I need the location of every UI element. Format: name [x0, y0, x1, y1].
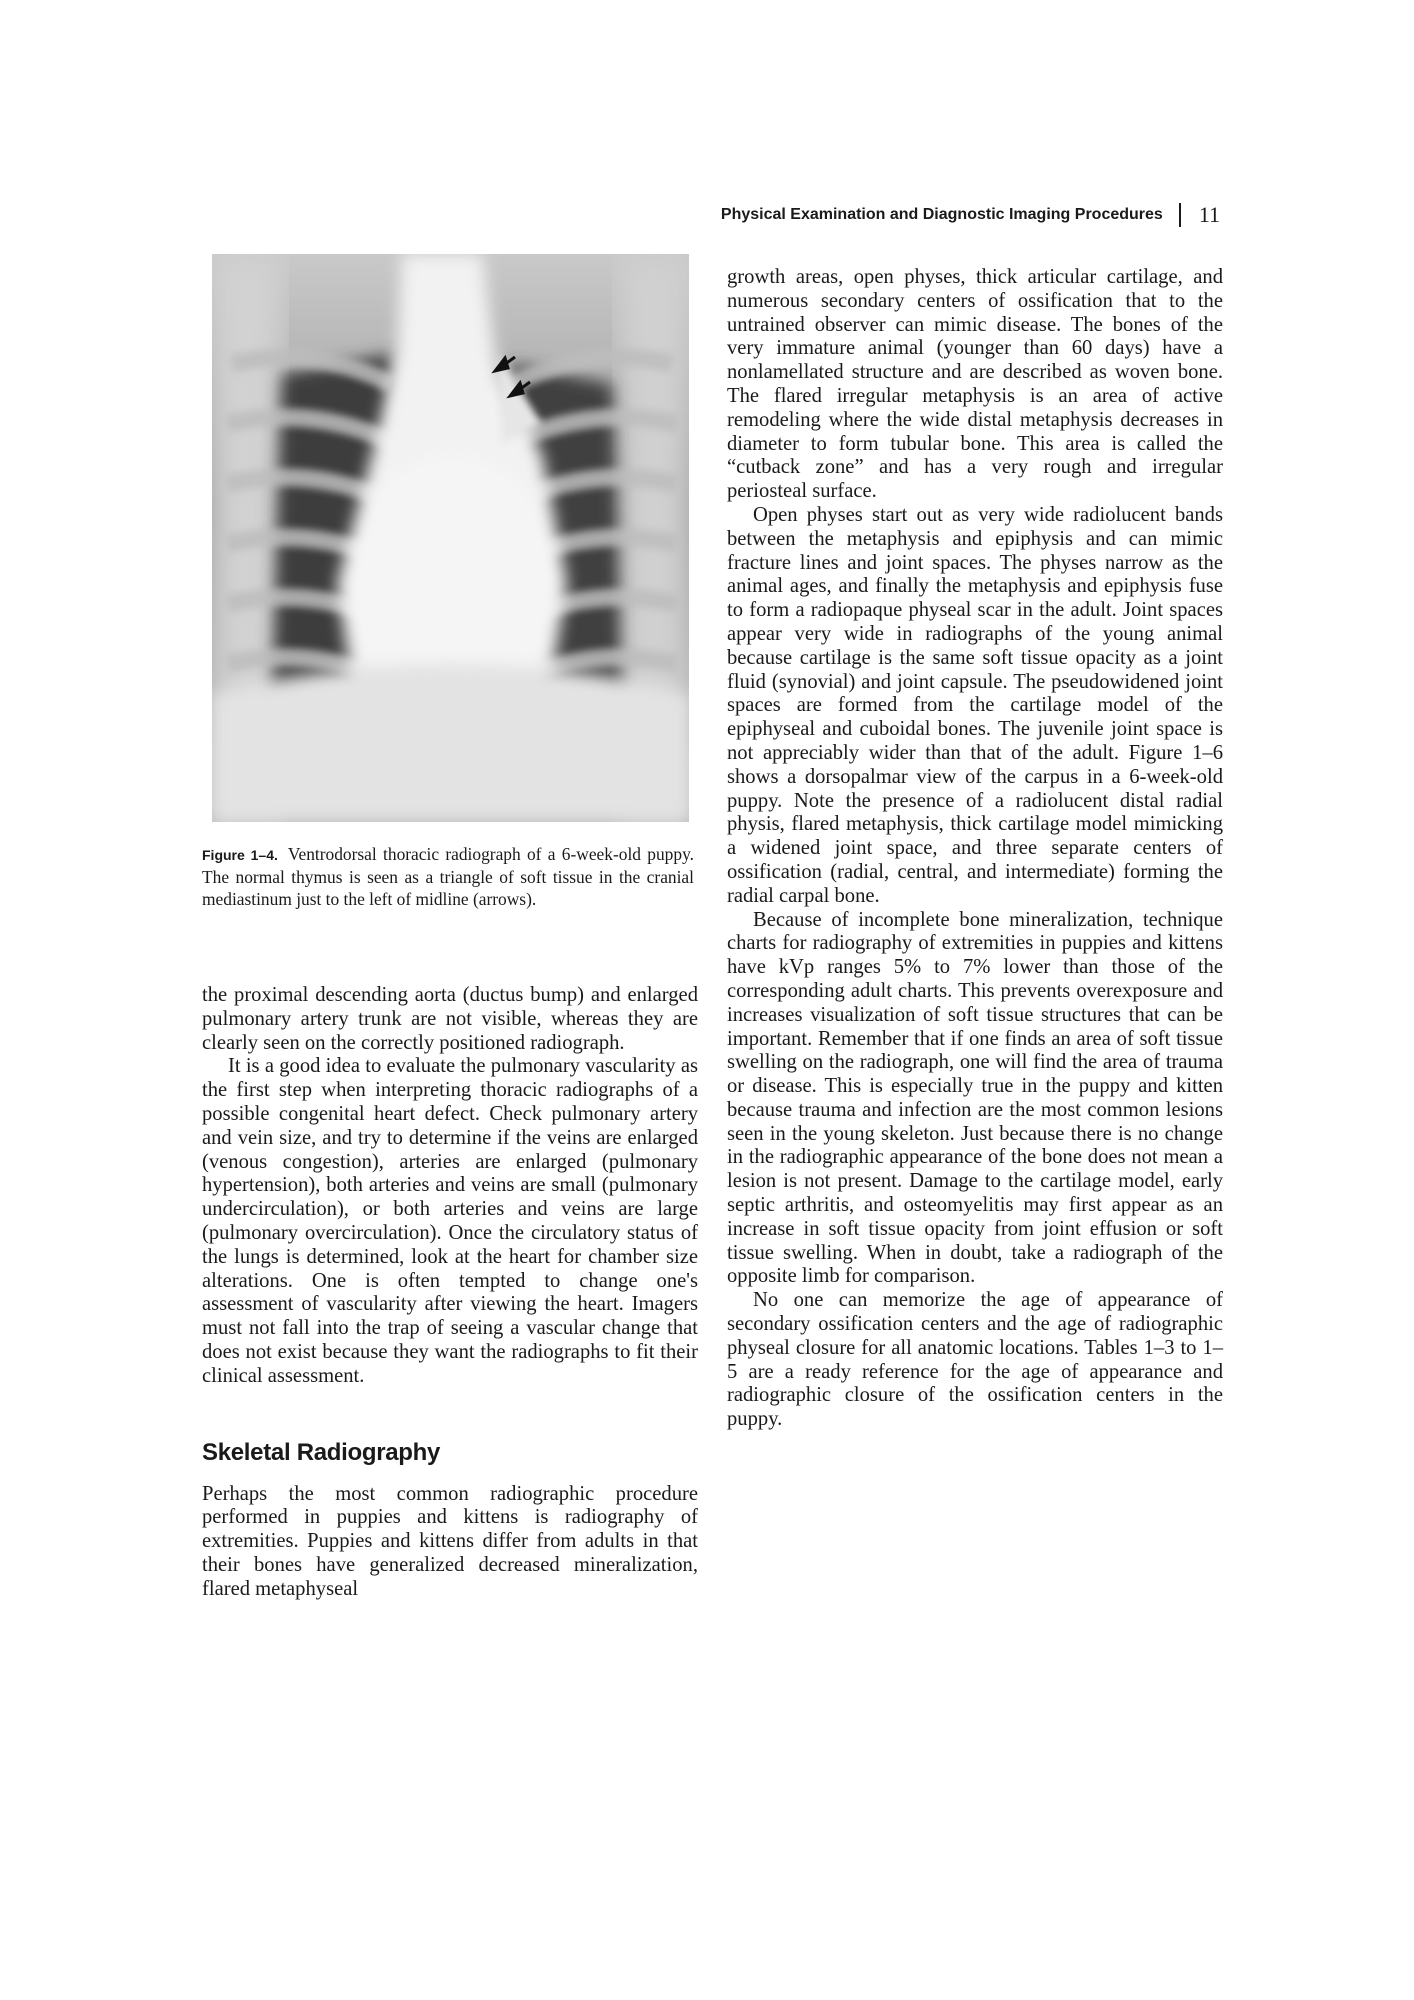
running-head — [690, 202, 1220, 228]
running-head-title: Physical Examination and Diagnostic Imaging Procedures — [720, 206, 1163, 223]
body-paragraph: the proximal descending aorta (ductus bump) and enlarged pulmonary artery trunk are not visible, whereas they are clearly seen on the correctly positioned radiograph. — [202, 984, 698, 1054]
body-paragraph: Perhaps the most common radiographic procedure performed in puppies and kittens is radiography of extremities. Puppies and kittens differ from adults in that their bones have generalized decreased mineralization, flared metaphyseal — [202, 1482, 698, 1600]
radiograph-figure — [212, 254, 689, 822]
body-paragraph: growth areas, open physes, thick articular cartilage, and numerous secondary centers of ossification that to the untrained observer can mimic disease. The bones of the very immature animal (younger than 60 days) have a nonlamellated structure and are described as woven bone. The flared irregular metaphysis is an area of active remodeling where the wide distal metaphysis decreases in diameter to form tubular bone. This area is called the “cutback zone” and has a very rough and irregular periosteal surface. — [727, 266, 1223, 503]
figure-caption — [202, 843, 694, 910]
body-paragraph: No one can memorize the age of appearance of secondary ossification centers and the age of radiographic physeal closure for all anatomic locations. Tables 1–3 to 1–5 are a ready reference for the age of appearance and radiographic closure of the ossification centers in the puppy. — [727, 1289, 1223, 1431]
figure-caption-text: Ventrodorsal thoracic radiograph of a 6-week-old puppy. The normal thymus is seen as a triangle of soft tissue in the cranial mediastinum just to the left of midline (arrows). — [202, 844, 694, 909]
page-number: 11 — [1198, 202, 1220, 227]
body-paragraph: Open physes start out as very wide radiolucent bands between the metaphysis and epiphysis and can mimic fracture lines and joint spaces. The physes narrow as the animal ages, and finally the metaphysis and epiphysis fuse to form a radiopaque physeal scar in the adult. Joint spaces appear very wide in radiographs of the young animal because cartilage is the same soft tissue opacity as a joint fluid (synovial) and joint capsule. The pseudowidened joint spaces are formed from the cartilage model of the epiphyseal and cuboidal bones. The juvenile joint space is not appreciably wider than that of the adult. Figure 1–6 shows a dorsopalmar view of the carpus in a 6-week-old puppy. Note the presence of a radiolucent distal radial physis, flared metaphysis, thick cartilage model mimicking a widened joint space, and three separate centers of ossification (radial, central, and intermediate) forming the radial carpal bone. — [727, 503, 1223, 907]
body-paragraph: Because of incomplete bone mineralization, technique charts for radiography of extremities in puppies and kittens have kVp ranges 5% to 7% lower than those of the corresponding adult charts. This prevents overexposure and increases visualization of soft tissue structures that can be important. Remember that if one finds an area of soft tissue swelling on the radiograph, one will find the area of trauma or disease. This is especially true in the puppy and kitten because trauma and infection are the most common lesions seen in the young skeleton. Just because there is no change in the radiographic appearance of the bone does not mean a lesion is not present. Damage to the cartilage model, early septic arthritis, and osteomyelitis may first appear as an increase in soft tissue opacity from joint effusion or soft tissue swelling. When in doubt, take a radiograph of the opposite limb for comparison. — [727, 908, 1223, 1288]
section-heading: Skeletal Radiography — [202, 1438, 441, 1466]
right-column — [727, 266, 1223, 1432]
running-head-divider — [1179, 203, 1181, 227]
radiograph-image — [212, 254, 689, 822]
left-column — [202, 984, 698, 1602]
figure-label: Figure 1–4. — [202, 847, 278, 863]
body-paragraph: It is a good idea to evaluate the pulmonary vascularity as the first step when interpreting thoracic radiographs of a possible congenital heart defect. Check pulmonary artery and vein size, and try to determine if the veins are enlarged (venous congestion), arteries are enlarged (pulmonary hypertension), both arteries and veins are small (pulmonary undercirculation), or both arteries and veins are large (pulmonary overcirculation). Once the circulatory status of the lungs is determined, look at the heart for chamber size alterations. One is often tempted to change one's assessment of vascularity after viewing the heart. Imagers must not fall into the trap of seeing a vascular change that does not exist because they want the radiographs to fit their clinical assessment. — [202, 1055, 698, 1387]
